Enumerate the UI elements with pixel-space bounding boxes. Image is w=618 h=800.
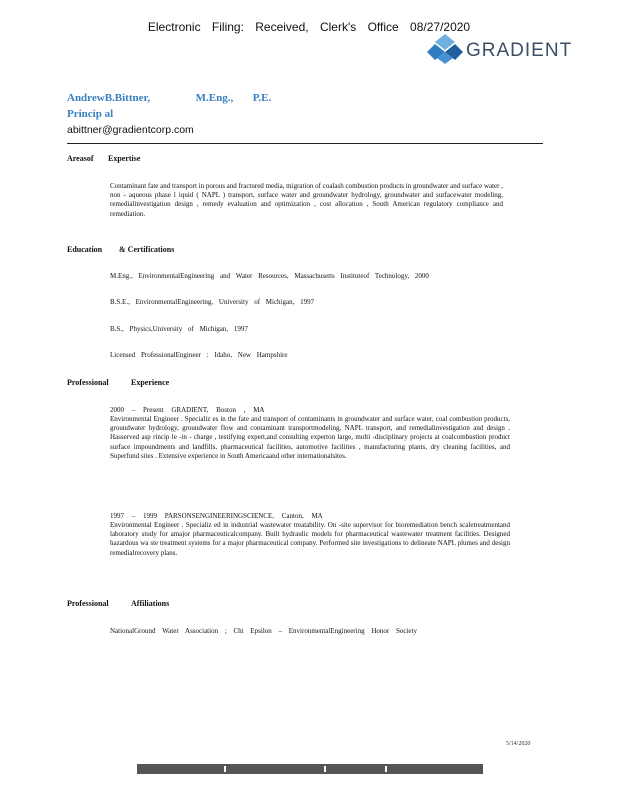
education-item: B.S., Physics,University of Michigan, 1997 — [110, 325, 248, 333]
experience-heading-a: Professional — [67, 378, 109, 387]
affiliations-heading-a: Professional — [67, 599, 109, 608]
education-item: Licensed ProfessionalEngineer : Idaho, New Hampshire — [110, 351, 288, 359]
logo-text: GRADIENT — [466, 39, 573, 61]
experience-heading-b: Experience — [131, 378, 170, 387]
education-heading-b: & Certifications — [119, 245, 175, 254]
person-name-line — [67, 92, 271, 104]
job-description: Environmental Engineer . Specializ ed in industrial wastewater treatability. On -site supervisor for bioremediation bench scaletreatmentand laboratory study for amajor pharmaceuticalcompany. Built hydraulic models for pharmaceutical wastewater treatment facilities. Designed hazardous wa ste treatment systems for a major pharmaceutical company. Performed site investigations to delineate NAPL plumes and design remedialrecovery plans. — [110, 521, 510, 557]
filing-header: Electronic Filing: Received, Clerk's Office 08/27/2020 — [147, 20, 471, 34]
company-logo — [427, 32, 572, 69]
footer-bar — [137, 764, 483, 774]
person-degree: M.Eng., — [195, 92, 234, 104]
date-stamp: 5/14/2020 — [506, 741, 531, 747]
job-header: 2000 – Present GRADIENT, Boston , MA — [110, 406, 265, 414]
education-heading-a: Education — [67, 245, 103, 254]
job-header: 1997 – 1999 PARSONSENGINEERINGSCIENCE, Canton, MA — [110, 512, 323, 520]
person-cert: P.E. — [252, 92, 272, 104]
expertise-heading-a: Areasof — [67, 154, 94, 163]
expertise-heading-b: Expertise — [108, 154, 141, 163]
affiliations-heading-b: Affiliations — [131, 599, 170, 608]
job-description: Environmental Engineer . Specializ es in the fate and transport of contaminants in groundwater and surface water, coal combustion products, groundwater hydrology, groundwater flow and contaminant transportmodeling, NAPL transport, and remedialinvestigation and design . Hasserved asp rincip le -in - charge , testifying expert,and consulting experton large, multi -disciplinary projects at coalcombustion product surface impoundments and landfills, pharmaceutical facilities, automotive facilities , manufacturing plants, dry cleaning facilities, and Superfund sites . Extensive experience in South Americaand other internationalsites. — [110, 415, 510, 460]
education-item: M.Eng., EnvironmentalEngineering and Water Resources, Massachusetts Instituteof Technology, 2000 — [110, 272, 429, 280]
gradient-logo-icon — [427, 32, 463, 69]
education-item: B.S.E., EnvironmentalEngineering, University of Michigan, 1997 — [110, 298, 315, 306]
expertise-text: Contaminant fate and transport in porous and fractured media, migration of coalash combustion products in groundwater and surface water , non - aqueous phase l iquid ( NAPL ) transport, surface water and groundwater hydrology, groundwater and surfacewater modeling, remedialinvestigation design , remedy evaluation and optimization , cost allocation , South American regulatory compliance and remediation. — [110, 182, 503, 218]
affiliations-text: NationalGround Water Association ; Chi Epsilon – EnvironmentalEngineering Honor Society — [110, 627, 417, 635]
person-name: AndrewB.Bittner, — [67, 92, 151, 104]
person-title: Princip al — [67, 108, 114, 120]
header-divider — [67, 143, 543, 144]
person-email: abittner@gradientcorp.com — [67, 124, 194, 136]
